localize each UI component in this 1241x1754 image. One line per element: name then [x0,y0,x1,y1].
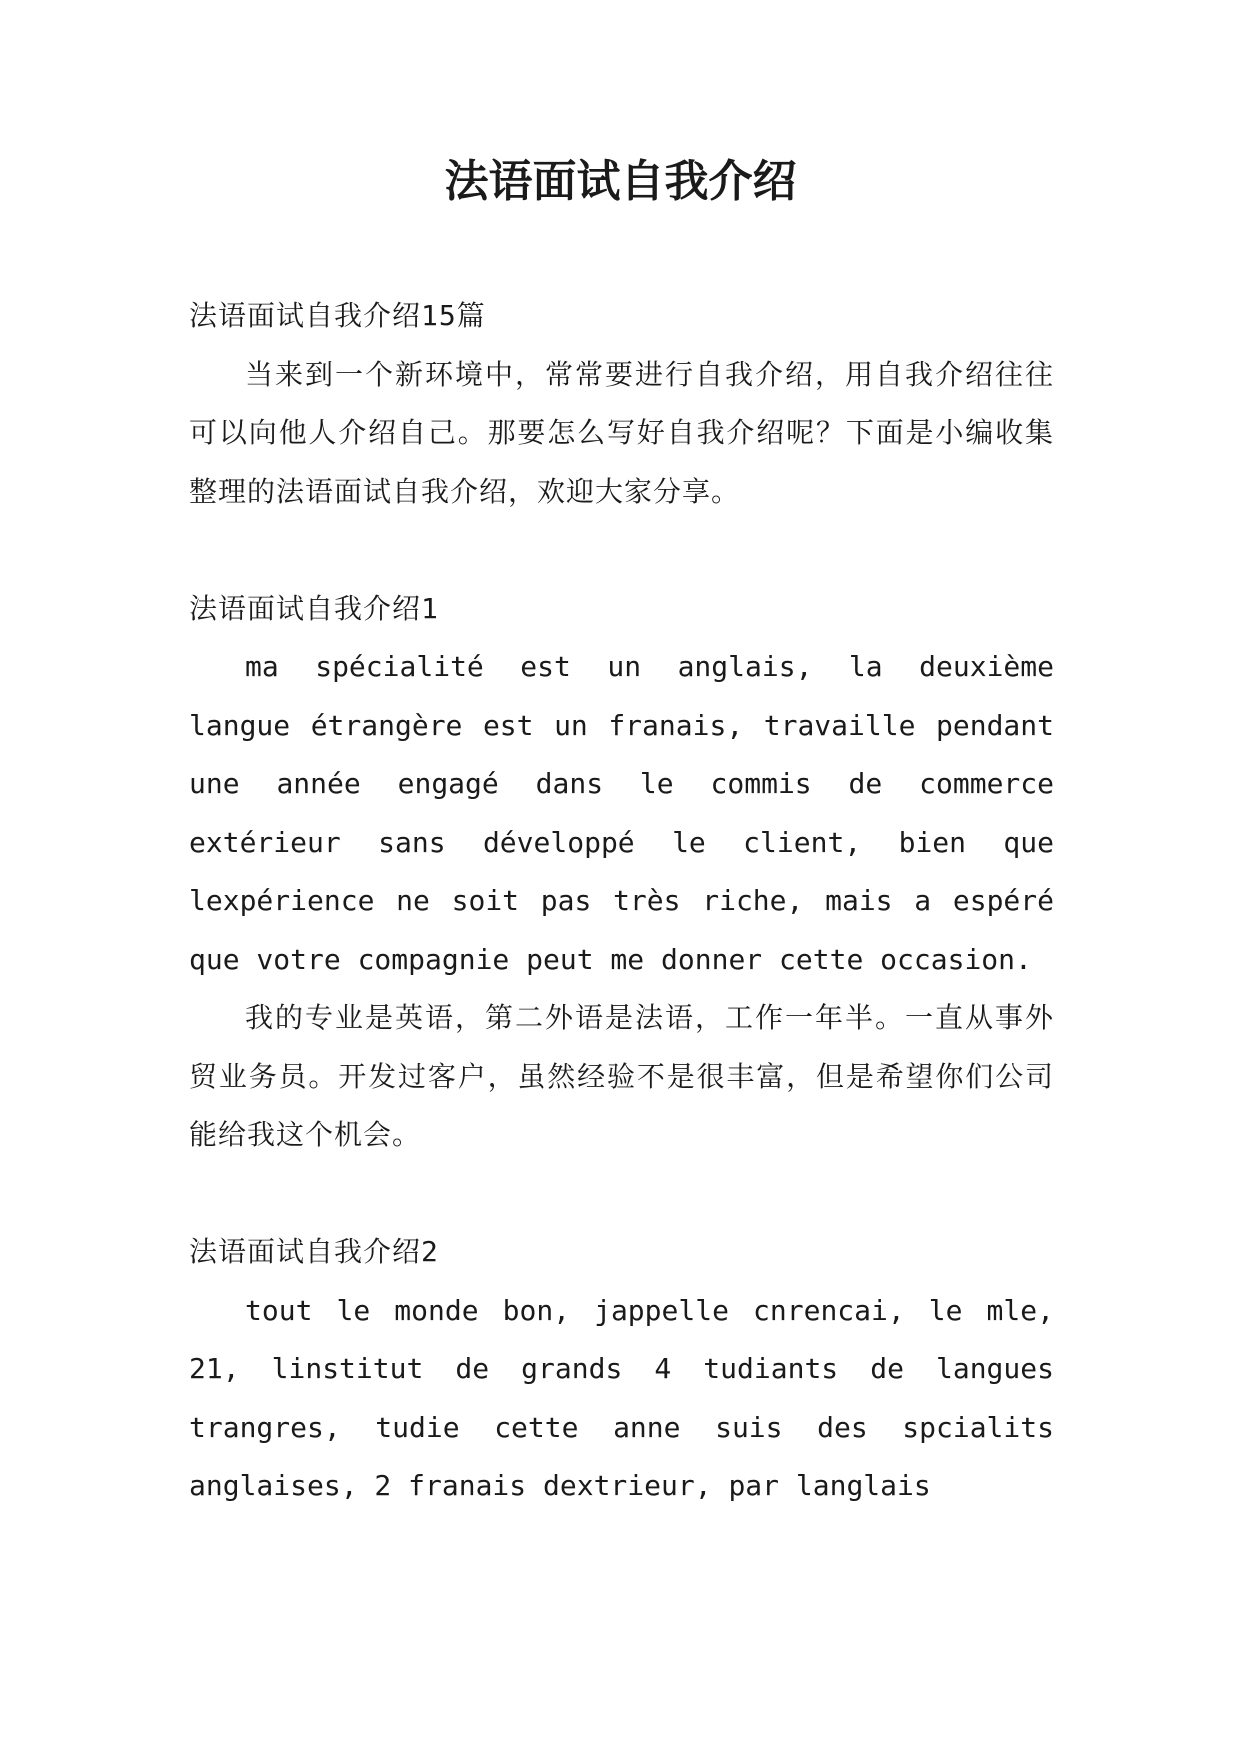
section-heading: 法语面试自我介绍1 [189,591,439,625]
paragraph-spacer [189,1165,1054,1224]
section-heading: 法语面试自我介绍2 [189,1235,439,1268]
document-subtitle: 法语面试自我介绍15篇 [189,299,486,332]
intro-paragraph: 当来到一个新环境中，常常要进行自我介绍，用自我介绍往往可以向他人介绍自己。那要怎么写好自我介绍呢？下面是小编收集整理的法语面试自我介绍，欢迎大家分享。 [189,357,1054,508]
paragraph-spacer [189,521,1054,580]
french-paragraph: ma spécialité est un anglais, la deuxième langue étrangère est un franais, travaille pendant une année engagé dans le commis de commerce extérieur sans développé le client, bien que lexpérience ne soit pas très riche, mais a espéré que votre compagnie peut me donner cette occasion. [189,650,1054,976]
french-paragraph: tout le monde bon, jappelle cnrencai, le mle, 21, linstitut de grands 4 tudiants de langues trangres, tudie cette anne suis des spcialits anglaises, 2 franais dextrieur, par langlais [189,1293,1054,1502]
chinese-paragraph: 我的专业是英语，第二外语是法语，工作一年半。一直从事外贸业务员。开发过客户，虽然经验不是很丰富，但是希望你们公司能给我这个机会。 [189,1001,1054,1151]
document-title: 法语面试自我介绍 [444,156,797,207]
document-body [189,287,1054,1516]
